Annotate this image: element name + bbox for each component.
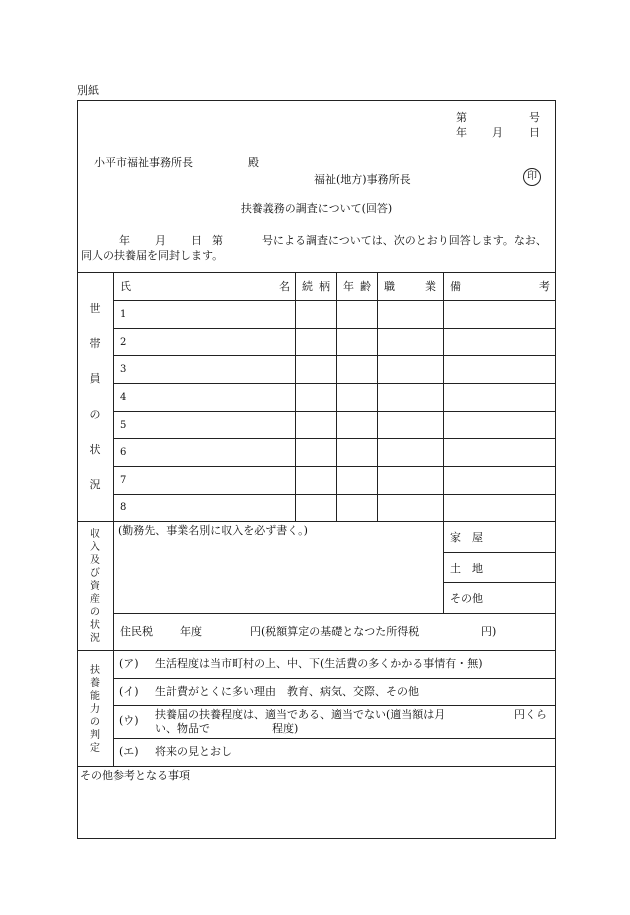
side-char: 判 bbox=[90, 730, 100, 741]
capacity-side-label bbox=[85, 664, 105, 754]
intro-number-prefix: 第 bbox=[212, 234, 223, 247]
rule bbox=[113, 494, 556, 495]
tax-yen-end: 円) bbox=[481, 625, 497, 638]
rule bbox=[113, 383, 556, 384]
side-char: 資 bbox=[90, 581, 100, 592]
side-char: 及 bbox=[90, 555, 100, 566]
row-number: 1 bbox=[120, 309, 127, 320]
side-char: 収 bbox=[90, 529, 100, 540]
item-u-line2-end: 程度) bbox=[272, 722, 299, 735]
header-name bbox=[120, 280, 290, 294]
asset-land-label: 土 地 bbox=[450, 562, 483, 575]
rule bbox=[77, 521, 556, 522]
rule bbox=[443, 552, 556, 553]
side-char: 状 bbox=[90, 620, 100, 631]
asset-house-label: 家 屋 bbox=[450, 531, 483, 544]
other-reference-label: その他参考となる事項 bbox=[80, 769, 190, 782]
side-char: 入 bbox=[90, 542, 100, 553]
rule bbox=[113, 738, 556, 739]
item-i-text: 生計費がとくに多い理由 教育、病気、交際、その他 bbox=[155, 685, 419, 698]
rule bbox=[443, 582, 556, 583]
side-char: 員 bbox=[89, 372, 101, 386]
side-char: 帯 bbox=[89, 337, 101, 351]
side-char: 産 bbox=[90, 594, 100, 605]
intro-month: 月 bbox=[155, 234, 166, 247]
row-number: 4 bbox=[120, 392, 127, 403]
header-char: 柄 bbox=[319, 280, 330, 293]
side-char: 況 bbox=[89, 477, 101, 491]
sender: 福祉(地方)事務所長 bbox=[314, 173, 411, 186]
side-char: 世 bbox=[89, 302, 101, 315]
side-char: 能 bbox=[90, 691, 100, 702]
rule bbox=[77, 272, 556, 273]
rule bbox=[113, 466, 556, 467]
rule bbox=[113, 355, 556, 356]
header-remarks bbox=[450, 280, 550, 294]
item-e-mark: (エ) bbox=[119, 745, 139, 758]
side-char: の bbox=[90, 607, 100, 618]
rule bbox=[113, 328, 556, 329]
header-char: 備 bbox=[450, 280, 461, 293]
rule bbox=[113, 438, 556, 439]
item-u-mark: (ウ) bbox=[119, 714, 139, 727]
side-char: 養 bbox=[90, 678, 100, 689]
side-char: の bbox=[89, 407, 101, 421]
rule bbox=[443, 521, 444, 613]
item-u-line1-end: 円くら bbox=[514, 708, 547, 721]
row-number: 6 bbox=[120, 447, 127, 458]
rule bbox=[113, 411, 556, 412]
rule bbox=[113, 300, 556, 301]
header-char: 年 bbox=[343, 280, 354, 293]
item-u-line1: 扶養届の扶養程度は、適当である、適当でない(適当額は月 bbox=[155, 708, 446, 721]
intro-day: 日 bbox=[191, 234, 202, 247]
number-suffix: 号 bbox=[529, 111, 540, 124]
header-char: 名 bbox=[279, 280, 290, 293]
number-prefix: 第 bbox=[456, 111, 467, 124]
honorific: 殿 bbox=[248, 156, 259, 169]
side-char: 扶 bbox=[90, 665, 100, 676]
document-title: 扶養義務の調査について(回答) bbox=[240, 202, 393, 215]
date-day: 日 bbox=[529, 126, 540, 139]
header-occupation bbox=[384, 280, 436, 294]
income-side-label bbox=[85, 528, 105, 642]
rule bbox=[113, 705, 556, 706]
rule bbox=[113, 272, 114, 766]
item-a-text: 生活程度は当市町村の上、中、下(生活費の多くかかる事情有・無) bbox=[155, 657, 483, 670]
date-year: 年 bbox=[456, 126, 467, 139]
header-char: 齢 bbox=[360, 280, 371, 293]
row-number: 3 bbox=[120, 364, 127, 375]
side-char: 況 bbox=[90, 633, 100, 644]
tax-year-label: 年度 bbox=[180, 625, 202, 638]
intro-line2: 同人の扶養届を同封します。 bbox=[81, 249, 224, 262]
header-char: 氏 bbox=[120, 280, 131, 293]
household-side-label bbox=[85, 302, 105, 492]
header-age bbox=[343, 280, 371, 294]
header-char: 考 bbox=[539, 280, 550, 293]
rule bbox=[377, 272, 378, 521]
asset-other-label: その他 bbox=[450, 592, 483, 605]
header-relation bbox=[302, 280, 330, 294]
seal-stamp: 印 bbox=[523, 168, 541, 186]
attachment-label: 別紙 bbox=[77, 84, 99, 97]
rule bbox=[113, 678, 556, 679]
item-u-line2: い、物品で bbox=[155, 722, 210, 735]
side-char: の bbox=[90, 717, 100, 728]
row-number: 8 bbox=[120, 502, 127, 513]
rule bbox=[295, 272, 296, 521]
rule bbox=[336, 272, 337, 521]
rule bbox=[113, 613, 556, 614]
header-char: 職 bbox=[384, 280, 395, 293]
income-note: (勤務先、事業名別に収入を必ず書く。) bbox=[118, 524, 308, 537]
rule bbox=[443, 272, 444, 521]
side-char: 力 bbox=[90, 704, 100, 715]
side-char: 状 bbox=[89, 442, 101, 456]
item-e-text: 将来の見とおし bbox=[155, 745, 232, 758]
row-number: 2 bbox=[120, 337, 127, 348]
intro-year: 年 bbox=[119, 234, 130, 247]
addressee: 小平市福祉事務所長 bbox=[94, 156, 193, 169]
rule bbox=[77, 650, 556, 651]
header-char: 業 bbox=[425, 280, 436, 293]
tax-yen-label: 円(税額算定の基礎となつた所得税 bbox=[250, 625, 420, 638]
side-char: 定 bbox=[90, 743, 100, 754]
rule bbox=[77, 766, 556, 767]
item-i-mark: (イ) bbox=[119, 685, 139, 698]
intro-line1: 号による調査については、次のとおり回答します。なお、 bbox=[262, 234, 547, 247]
side-char: び bbox=[90, 568, 100, 579]
header-char: 続 bbox=[302, 280, 313, 293]
date-month: 月 bbox=[492, 126, 503, 139]
row-number: 7 bbox=[120, 475, 127, 486]
resident-tax-label: 住民税 bbox=[120, 625, 153, 638]
row-number: 5 bbox=[120, 420, 127, 431]
item-a-mark: (ア) bbox=[119, 657, 139, 670]
